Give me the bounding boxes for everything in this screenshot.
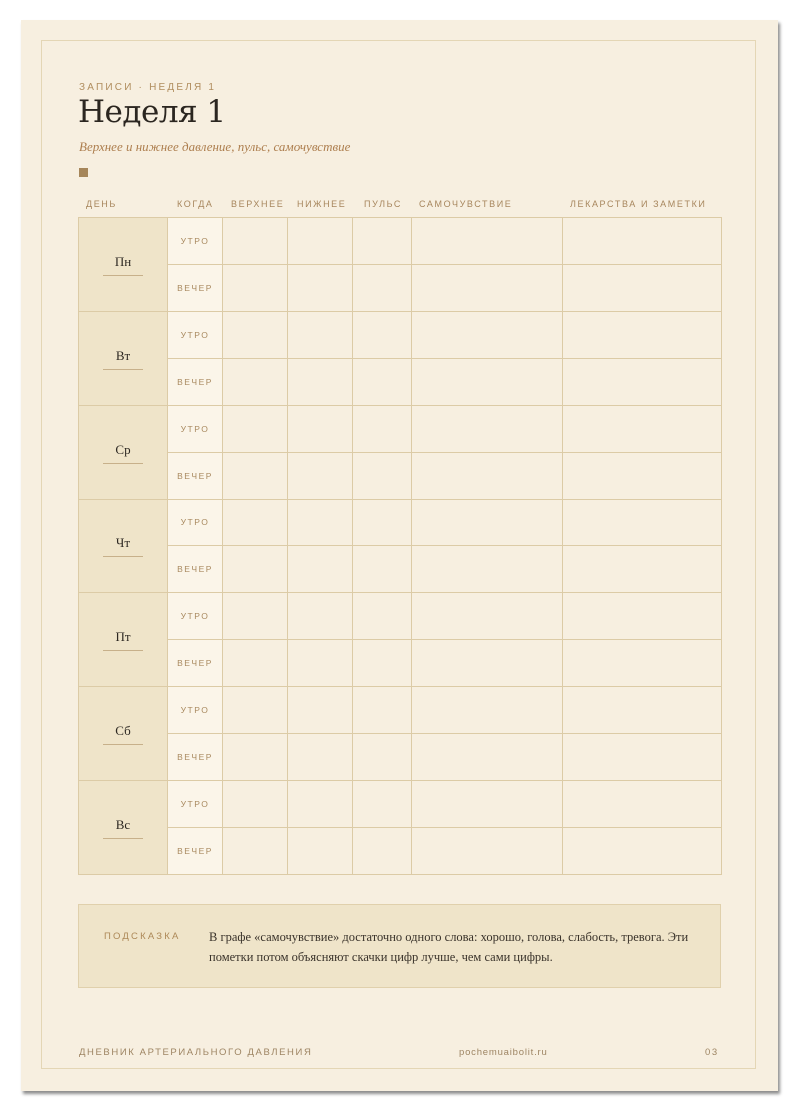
diastolic-entry-cell[interactable] [288, 264, 353, 311]
table-row [79, 640, 722, 687]
footer-title: ДНЕВНИК АРТЕРИАЛЬНОГО ДАВЛЕНИЯ [79, 1047, 313, 1058]
day-label: Чт [103, 535, 143, 557]
column-header-systolic: ВЕРХНЕЕ [231, 199, 285, 209]
wellbeing-entry-cell[interactable] [412, 499, 563, 546]
table-row [79, 358, 722, 405]
pulse-entry-cell[interactable] [353, 218, 412, 265]
time-of-day-label: ВЕЧЕР [168, 264, 223, 311]
time-of-day-label: ВЕЧЕР [168, 640, 223, 687]
footer-page-number: 03 [705, 1047, 719, 1058]
column-header-pulse: ПУЛЬС [364, 199, 403, 209]
tip-label: ПОДСКАЗКА [104, 931, 181, 942]
diastolic-entry-cell[interactable] [288, 546, 353, 593]
table-row [79, 264, 722, 311]
pulse-entry-cell[interactable] [353, 827, 412, 874]
diastolic-entry-cell[interactable] [288, 781, 353, 828]
page-sheet [21, 20, 778, 1091]
notes-entry-cell[interactable] [563, 405, 722, 452]
pulse-entry-cell[interactable] [353, 499, 412, 546]
diastolic-entry-cell[interactable] [288, 687, 353, 734]
column-header-notes: ЛЕКАРСТВА И ЗАМЕТКИ [570, 199, 707, 209]
notes-entry-cell[interactable] [563, 593, 722, 640]
day-cell [79, 311, 168, 405]
wellbeing-entry-cell[interactable] [412, 405, 563, 452]
page-subtitle: Верхнее и нижнее давление, пульс, самочувствие [79, 139, 351, 154]
column-header-diastolic: НИЖНЕЕ [297, 199, 347, 209]
day-label: Вт [103, 348, 143, 370]
time-of-day-label: УТРО [168, 781, 223, 828]
diastolic-entry-cell[interactable] [288, 452, 353, 499]
diastolic-entry-cell[interactable] [288, 593, 353, 640]
notes-entry-cell[interactable] [563, 311, 722, 358]
diastolic-entry-cell[interactable] [288, 499, 353, 546]
section-eyebrow: ЗАПИСИ · НЕДЕЛЯ 1 [79, 82, 217, 93]
notes-entry-cell[interactable] [563, 781, 722, 828]
time-of-day-label: УТРО [168, 499, 223, 546]
table-row [79, 827, 722, 874]
notes-entry-cell[interactable] [563, 358, 722, 405]
time-of-day-label: УТРО [168, 311, 223, 358]
table-row [79, 593, 722, 640]
systolic-entry-cell[interactable] [223, 827, 288, 874]
systolic-entry-cell[interactable] [223, 734, 288, 781]
time-of-day-label: УТРО [168, 218, 223, 265]
diastolic-entry-cell[interactable] [288, 640, 353, 687]
day-label: Пн [103, 254, 143, 276]
wellbeing-entry-cell[interactable] [412, 452, 563, 499]
day-label: Пт [103, 629, 143, 651]
pulse-entry-cell[interactable] [353, 405, 412, 452]
notes-entry-cell[interactable] [563, 640, 722, 687]
day-cell [79, 781, 168, 875]
diastolic-entry-cell[interactable] [288, 311, 353, 358]
blood-pressure-log-table [78, 217, 722, 875]
notes-entry-cell[interactable] [563, 546, 722, 593]
systolic-entry-cell[interactable] [223, 452, 288, 499]
pulse-entry-cell[interactable] [353, 358, 412, 405]
column-header-day: ДЕНЬ [86, 199, 117, 209]
time-of-day-label: ВЕЧЕР [168, 358, 223, 405]
wellbeing-entry-cell[interactable] [412, 781, 563, 828]
footer-website: pochemuaibolit.ru [459, 1047, 548, 1058]
accent-square [79, 168, 88, 177]
table-row [79, 546, 722, 593]
diastolic-entry-cell[interactable] [288, 218, 353, 265]
diastolic-entry-cell[interactable] [288, 827, 353, 874]
pulse-entry-cell[interactable] [353, 734, 412, 781]
table-row [79, 311, 722, 358]
systolic-entry-cell[interactable] [223, 593, 288, 640]
table-row [79, 734, 722, 781]
systolic-entry-cell[interactable] [223, 781, 288, 828]
diastolic-entry-cell[interactable] [288, 734, 353, 781]
systolic-entry-cell[interactable] [223, 358, 288, 405]
wellbeing-entry-cell[interactable] [412, 827, 563, 874]
wellbeing-entry-cell[interactable] [412, 734, 563, 781]
systolic-entry-cell[interactable] [223, 546, 288, 593]
notes-entry-cell[interactable] [563, 687, 722, 734]
pulse-entry-cell[interactable] [353, 687, 412, 734]
wellbeing-entry-cell[interactable] [412, 311, 563, 358]
wellbeing-entry-cell[interactable] [412, 358, 563, 405]
time-of-day-label: ВЕЧЕР [168, 734, 223, 781]
pulse-entry-cell[interactable] [353, 781, 412, 828]
systolic-entry-cell[interactable] [223, 264, 288, 311]
wellbeing-entry-cell[interactable] [412, 218, 563, 265]
pulse-entry-cell[interactable] [353, 311, 412, 358]
systolic-entry-cell[interactable] [223, 311, 288, 358]
notes-entry-cell[interactable] [563, 827, 722, 874]
day-label: Ср [103, 442, 143, 464]
table-row [79, 499, 722, 546]
time-of-day-label: УТРО [168, 593, 223, 640]
tip-text: В графе «самочувствие» достаточно одного слова: хорошо, голова, слабость, тревога. Эти пометки потом объясняют скачки цифр лучше, чем сами цифры. [209, 930, 689, 964]
wellbeing-entry-cell[interactable] [412, 640, 563, 687]
time-of-day-label: ВЕЧЕР [168, 452, 223, 499]
table-row [79, 687, 722, 734]
pulse-entry-cell[interactable] [353, 546, 412, 593]
day-label: Вс [103, 817, 143, 839]
table-row [79, 452, 722, 499]
pulse-entry-cell[interactable] [353, 264, 412, 311]
day-cell [79, 499, 168, 593]
table-row [79, 405, 722, 452]
table-row [79, 781, 722, 828]
day-cell [79, 593, 168, 687]
time-of-day-label: УТРО [168, 405, 223, 452]
page-title: Неделя 1 [78, 94, 226, 130]
wellbeing-entry-cell[interactable] [412, 546, 563, 593]
wellbeing-entry-cell[interactable] [412, 593, 563, 640]
systolic-entry-cell[interactable] [223, 640, 288, 687]
systolic-entry-cell[interactable] [223, 687, 288, 734]
day-label: Сб [103, 723, 143, 745]
pulse-entry-cell[interactable] [353, 640, 412, 687]
notes-entry-cell[interactable] [563, 734, 722, 781]
diastolic-entry-cell[interactable] [288, 358, 353, 405]
wellbeing-entry-cell[interactable] [412, 687, 563, 734]
systolic-entry-cell[interactable] [223, 405, 288, 452]
pulse-entry-cell[interactable] [353, 452, 412, 499]
time-of-day-label: ВЕЧЕР [168, 827, 223, 874]
day-cell [79, 687, 168, 781]
wellbeing-entry-cell[interactable] [412, 264, 563, 311]
day-cell [79, 218, 168, 312]
column-header-wellbeing: САМОЧУВСТВИЕ [419, 199, 513, 209]
tip-box [78, 904, 721, 988]
column-header-when: КОГДА [177, 199, 214, 209]
time-of-day-label: УТРО [168, 687, 223, 734]
notes-entry-cell[interactable] [563, 218, 722, 265]
notes-entry-cell[interactable] [563, 452, 722, 499]
notes-entry-cell[interactable] [563, 499, 722, 546]
pulse-entry-cell[interactable] [353, 593, 412, 640]
day-cell [79, 405, 168, 499]
table-row [79, 218, 722, 265]
systolic-entry-cell[interactable] [223, 499, 288, 546]
systolic-entry-cell[interactable] [223, 218, 288, 265]
notes-entry-cell[interactable] [563, 264, 722, 311]
time-of-day-label: ВЕЧЕР [168, 546, 223, 593]
diastolic-entry-cell[interactable] [288, 405, 353, 452]
